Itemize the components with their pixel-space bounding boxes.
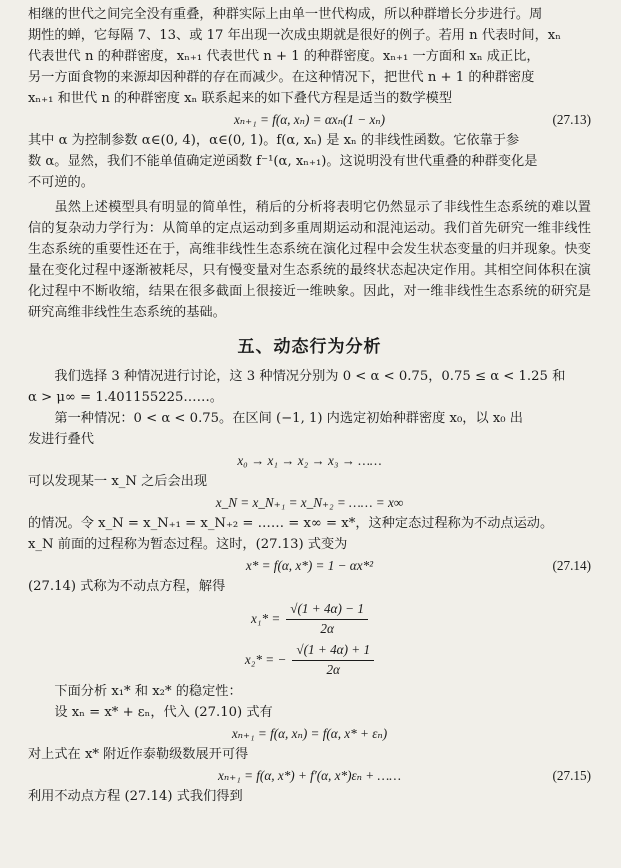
- text-line: 相继的世代之间完全没有重叠，种群实际上由单一世代构成，所以种群增长分步进行。周: [28, 7, 543, 22]
- text-line: x_N 前面的过程称为暂态过程。这时，(27.13) 式变为: [28, 537, 348, 552]
- text-line: 发进行叠代: [28, 432, 94, 447]
- equation-body: xₙ₊₁ = f(α, x*) + f′(α, x*)εₙ + ……: [218, 768, 401, 783]
- fraction: [292, 640, 374, 679]
- equation-number: (27.13): [552, 112, 591, 127]
- equation-body: xₙ₊₁ = f(α, xₙ) = αxₙ(1 − xₙ): [233, 112, 386, 127]
- equation-27-15: [28, 765, 591, 786]
- equation-number: (27.15): [552, 768, 591, 783]
- section-heading: 五、动态行为分析: [237, 337, 382, 357]
- root-x2: [28, 640, 591, 679]
- root-lhs: x₂* = −: [244, 652, 287, 667]
- equation-27-13: [28, 109, 591, 130]
- fraction-denominator: 2α: [320, 621, 334, 636]
- fraction-denominator: 2α: [326, 662, 340, 677]
- paragraph-case-one: [28, 408, 591, 450]
- text-line: 的情况。令 x_N = x_N₊₁ = x_N₊₂ = …… = x∞ = x*，这种定态过程称为不动点运动。: [28, 516, 554, 531]
- text-line: (27.14) 式称为不动点方程，解得: [28, 579, 226, 594]
- equation-body: x* = f(α, x*) = 1 − αx*²: [245, 558, 374, 573]
- text-line: 下面分析 x₁* 和 x₂* 的稳定性：: [54, 684, 242, 699]
- fraction: [286, 599, 368, 638]
- text-line: α > μ∞ = 1.401155225……。: [28, 390, 223, 405]
- fraction-numerator: √(1 + 4α) + 1: [292, 640, 374, 661]
- root-x1: [28, 599, 591, 638]
- equation-iteration-sequence: x₀ → x₁ → x₂ → x₃ → ……: [237, 453, 382, 468]
- equation-substitution: xₙ₊₁ = f(α, xₙ) = f(α, x* + εₙ): [231, 726, 388, 741]
- equation-fixed-sequence: x_N = x_N₊₁ = x_N₊₂ = …… = x∞: [215, 495, 404, 510]
- root-lhs: x₁* =: [251, 611, 281, 626]
- text-line: 另一方面食物的来源却因种群的存在而减少。在这种情况下，把世代 n + 1 的种群密度: [28, 70, 535, 85]
- equation-number: (27.14): [552, 558, 591, 573]
- text-line: 对上式在 x* 附近作泰勒级数展开可得: [28, 747, 249, 762]
- text-line: 利用不动点方程 (27.14) 式我们得到: [28, 789, 243, 804]
- text-line: 期性的蝉，它每隔 7、13、或 17 年出现一次成虫期就是很好的例子。若用 n 代表时间，xₙ: [28, 28, 561, 43]
- paragraph-nonlinear-dynamics: 虽然上述模型具有明显的简单性，稍后的分析将表明它仍然显示了非线性生态系统的难以置信的复杂动力学行为：从简单的定点运动到多重周期运动和混沌运动。我们首先研究一维非线性生态系统的重要性还在于，高维非线性生态系统在演化过程中会发生状态变量的归并现象。快变量在变化过程中逐渐被耗尽，只有慢变量对生态系统的最终状态起决定作用。其相空间体积在演化过程中不断收缩，结果在很多截面上很接近一维映象。因此，对一维非线性生态系统的研究是研究高维非线性生态系统的基础。: [28, 200, 591, 320]
- text-line: 我们选择 3 种情况进行讨论，这 3 种情况分别为 0 < α < 0.75，0.75 ≤ α < 1.25 和: [54, 369, 566, 384]
- text-line: 其中 α 为控制参数 α∈(0, 4)，α∈(0, 1)。f(α, xₙ) 是 xₙ 的非线性函数。它依靠于参: [28, 133, 520, 148]
- text-line: 不可逆的。: [28, 175, 94, 190]
- text-line: 数 α。显然，我们不能单值确定逆函数 f⁻¹(α, xₙ₊₁)。这说明没有世代重叠的种群变化是: [28, 154, 538, 169]
- paragraph-cases: [28, 366, 591, 408]
- paragraph-model-intro: [28, 4, 591, 109]
- fraction-numerator: √(1 + 4α) − 1: [286, 599, 368, 620]
- text-line: xₙ₊₁ 和世代 n 的种群密度 xₙ 联系起来的如下叠代方程是适当的数学模型: [28, 91, 453, 106]
- text-line: 代表世代 n 的种群密度，xₙ₊₁ 代表世代 n + 1 的种群密度。xₙ₊₁ 一方面和 xₙ 成正比，: [28, 49, 540, 64]
- text-line: 设 xₙ = x* + εₙ，代入 (27.10) 式有: [54, 705, 273, 720]
- paragraph-parameter: [28, 130, 591, 193]
- text-line: 第一种情况：0 < α < 0.75。在区间 (−1, 1) 内选定初始种群密度 x₀，以 x₀ 出: [54, 411, 523, 426]
- equation-27-14: [28, 555, 591, 576]
- text-line: 可以发现某一 x_N 之后会出现: [28, 474, 208, 489]
